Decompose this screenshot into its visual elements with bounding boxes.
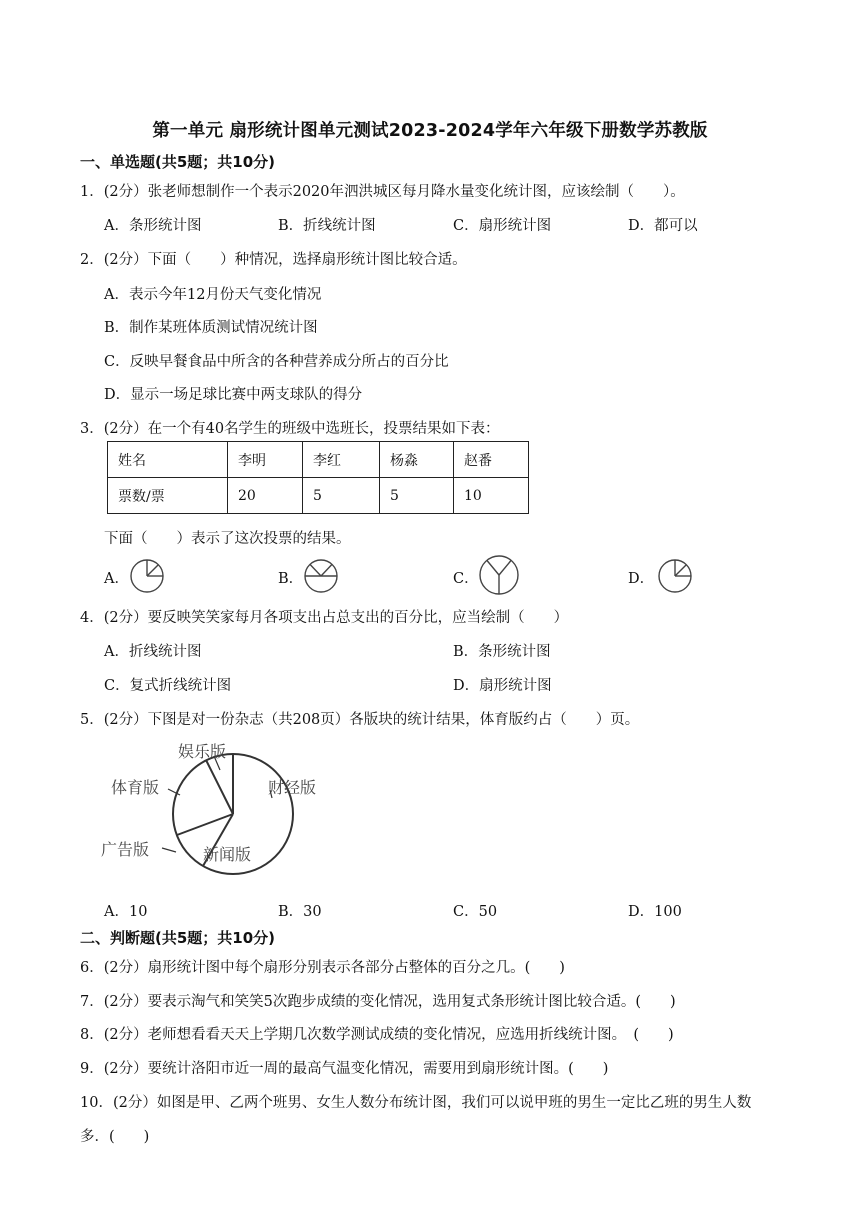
question-5-stem: 5．(2分）下图是对一份杂志（共208页）各版块的统计结果，体育版约占（ ）页。 xyxy=(80,712,640,728)
table-cell: 5 xyxy=(303,478,380,514)
table-cell: 10 xyxy=(454,478,529,514)
table-cell: 李红 xyxy=(303,442,380,478)
page-title: 第一单元 扇形统计图单元测试2023-2024学年六年级下册数学苏教版 xyxy=(152,121,708,141)
table-cell: 赵番 xyxy=(454,442,529,478)
pie-icon-option-c[interactable] xyxy=(477,553,521,597)
pie-label-news: 新闻版 xyxy=(203,845,252,864)
pie-icon-option-b[interactable] xyxy=(302,557,340,595)
section-heading-single-choice: 一、单选题(共5题；共10分) xyxy=(80,153,276,171)
question-2-option-c[interactable]: C．反映早餐食品中所含的各种营养成分所占的百分比 xyxy=(104,354,449,370)
question-1-option-c[interactable]: C．扇形统计图 xyxy=(453,218,552,234)
pie-label-sports: 体育版 xyxy=(111,778,160,797)
pie-divider-line xyxy=(177,814,233,835)
question-3-stem: 3．(2分）在一个有40名学生的班级中选班长，投票结果如下表： xyxy=(80,421,500,437)
pie-label-ads: 广告版 xyxy=(101,840,150,859)
vote-table xyxy=(107,441,529,514)
question-3-followup: 下面（ ）表示了这次投票的结果。 xyxy=(104,531,351,547)
question-5-option-a[interactable]: A．10 xyxy=(104,904,148,920)
question-4-stem: 4．(2分）要反映笑笑家每月各项支出占总支出的百分比，应当绘制（ ） xyxy=(80,610,569,626)
question-1-option-a[interactable]: A．条形统计图 xyxy=(104,218,202,234)
question-4-option-a[interactable]: A．折线统计图 xyxy=(104,644,202,660)
pie-icon-option-d[interactable] xyxy=(656,557,694,595)
question-1-option-d[interactable]: D．都可以 xyxy=(628,218,698,234)
question-6-stem: 6．(2分）扇形统计图中每个扇形分别表示各部分占整体的百分之几。( ) xyxy=(80,960,565,976)
label-leader-line xyxy=(162,848,176,852)
question-5-option-c[interactable]: C．50 xyxy=(453,904,498,920)
table-cell: 李明 xyxy=(228,442,303,478)
table-cell: 姓名 xyxy=(108,442,228,478)
question-2-option-b[interactable]: B．制作某班体质测试情况统计图 xyxy=(104,320,318,336)
table-cell: 杨淼 xyxy=(380,442,454,478)
question-1-stem: 1．(2分）张老师想制作一个表示2020年泗洪城区每月降水量变化统计图，应该绘制（ ）。 xyxy=(80,184,685,200)
question-9-stem: 9．(2分）要统计洛阳市近一周的最高气温变化情况，需要用到扇形统计图。( ) xyxy=(80,1061,609,1077)
pie-icon-option-a[interactable] xyxy=(128,557,166,595)
question-5-option-b[interactable]: B．30 xyxy=(278,904,322,920)
table-row xyxy=(108,478,529,514)
question-4-option-b[interactable]: B．条形统计图 xyxy=(453,644,551,660)
question-3-option-c[interactable]: C． xyxy=(453,571,479,587)
pie-label-finance: 财经版 xyxy=(268,778,317,797)
question-2-option-d[interactable]: D．显示一场足球比赛中两支球队的得分 xyxy=(104,387,363,403)
question-3-option-b[interactable]: B． xyxy=(278,571,304,587)
question-10-stem-line2: 多．( ) xyxy=(80,1129,150,1145)
pie-label-entertainment: 娱乐版 xyxy=(178,742,227,761)
question-7-stem: 7．(2分）要表示淘气和笑笑5次跑步成绩的变化情况，选用复式条形统计图比较合适。( ) xyxy=(80,994,676,1010)
question-2-option-a[interactable]: A．表示今年12月份天气变化情况 xyxy=(104,287,322,303)
question-4-option-c[interactable]: C．复式折线统计图 xyxy=(104,678,232,694)
question-3-option-d[interactable]: D． xyxy=(628,571,655,587)
question-2-stem: 2．(2分）下面（ ）种情况，选择扇形统计图比较合适。 xyxy=(80,252,467,268)
section-heading-true-false: 二、判断题(共5题；共10分) xyxy=(80,929,276,947)
question-3-option-a[interactable]: A． xyxy=(104,571,129,587)
table-row xyxy=(108,442,529,478)
table-cell: 5 xyxy=(380,478,454,514)
question-1-option-b[interactable]: B．折线统计图 xyxy=(278,218,376,234)
question-10-stem-line1: 10．(2分）如图是甲、乙两个班男、女生人数分布统计图，我们可以说甲班的男生一定比乙班的男生人数 xyxy=(80,1095,752,1111)
question-4-option-d[interactable]: D．扇形统计图 xyxy=(453,678,552,694)
table-cell: 票数/票 xyxy=(108,478,228,514)
question-5-option-d[interactable]: D．100 xyxy=(628,904,682,920)
question-8-stem: 8．(2分）老师想看看天天上学期几次数学测试成绩的变化情况，应选用折线统计图。 ( ) xyxy=(80,1027,674,1043)
table-cell: 20 xyxy=(228,478,303,514)
